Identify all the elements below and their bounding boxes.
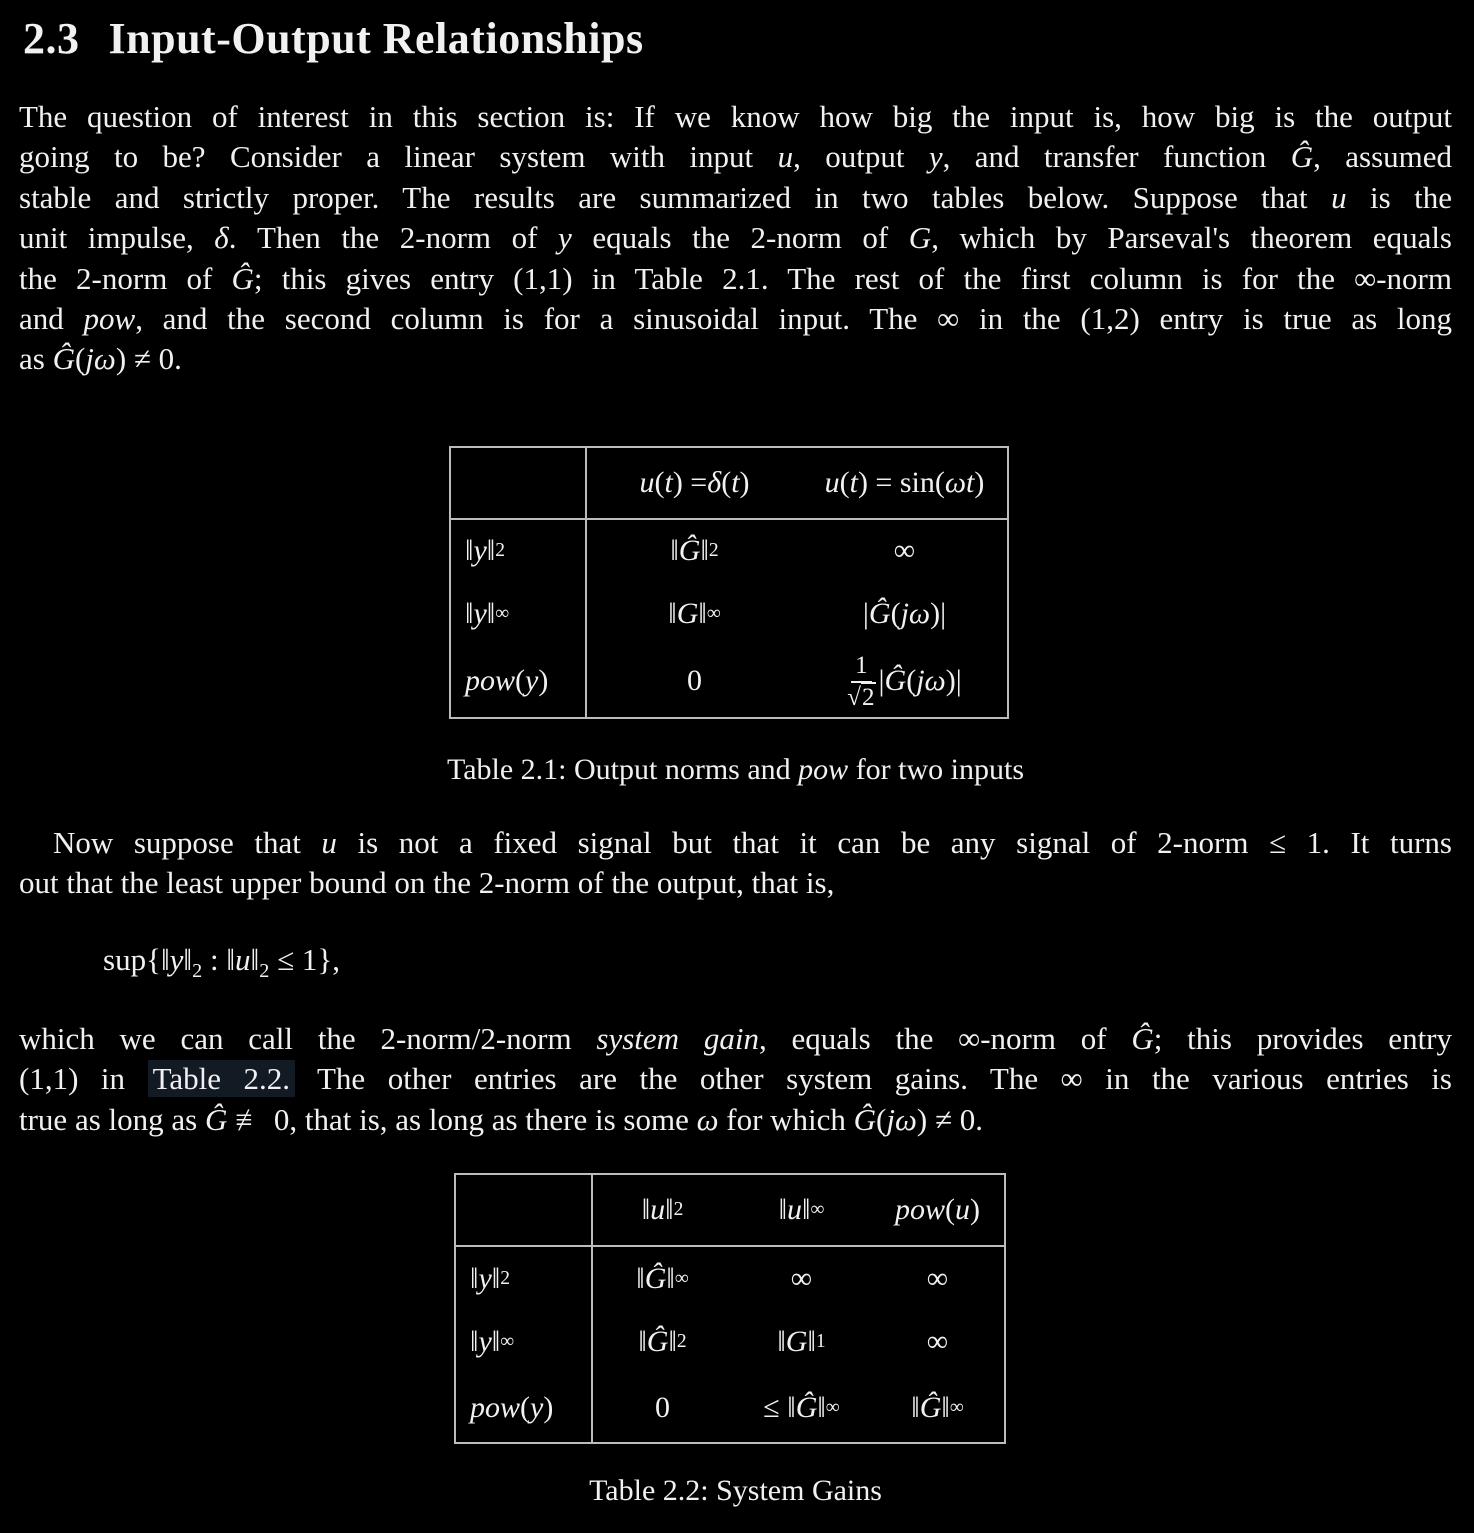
value-cell: ‖ Ĝ ‖ ∞ bbox=[911, 1390, 964, 1424]
paragraph-middle bbox=[19, 823, 1452, 904]
row-label-pow-y: pow ( y ) bbox=[451, 646, 587, 717]
row-label-y-2norm: ‖ y ‖ 2 bbox=[451, 520, 587, 583]
table-2-2-link[interactable]: Table 2.2. bbox=[148, 1060, 295, 1097]
value-cell: ‖ G ‖ 1 bbox=[777, 1324, 826, 1358]
paragraph-intro bbox=[19, 97, 1452, 380]
table-2-1 bbox=[449, 446, 1009, 719]
value-cell: $\frac{1}{√2}$ |Ĝ(jω)| bbox=[847, 651, 962, 711]
row-label-y-infnorm: ‖ y ‖ ∞ bbox=[451, 583, 587, 646]
table-2-2-caption: Table 2.2: System Gains bbox=[589, 1474, 882, 1508]
section-heading bbox=[23, 14, 1452, 64]
value-cell: ∞ bbox=[926, 1261, 949, 1295]
column-header-sinusoid-input: u ( t ) = sin( ωt ) bbox=[802, 448, 1007, 520]
paragraph-gains bbox=[19, 1019, 1452, 1140]
section-number: 2.3 bbox=[23, 14, 80, 63]
column-header-u-2norm: ‖ u ‖ 2 bbox=[593, 1175, 732, 1247]
row-label-y-infnorm: ‖ y ‖ ∞ bbox=[456, 1310, 593, 1373]
value-cell: ∞ bbox=[926, 1324, 949, 1358]
section-title: Input-Output Relationships bbox=[108, 14, 644, 63]
paragraph-line: out that the least upper bound on the 2-norm of the output, that is, bbox=[19, 865, 835, 901]
value-cell: ∞ bbox=[893, 534, 916, 568]
paragraph-line: and pow, and the second column is for a sinusoidal input. The ∞ in the (1,2) entry is true as long bbox=[19, 301, 1452, 337]
paragraph-line: going to be? Consider a linear system with input u, output y, and transfer function Ĝ, assumed bbox=[19, 139, 1453, 175]
paragraph-line: (1,1) in Table 2.2. The other entries are the other system gains. The ∞ in the various entries is bbox=[19, 1061, 1452, 1097]
row-label-y-2norm: ‖ y ‖ 2 bbox=[456, 1247, 593, 1310]
value-cell: ‖ G ‖ ∞ bbox=[668, 597, 721, 631]
value-cell: 0 bbox=[687, 664, 702, 698]
paragraph-line: Now suppose that u is not a fixed signal but that it can be any signal of 2-norm ≤ 1. It turns bbox=[53, 824, 1452, 860]
row-label-pow-y: pow ( y ) bbox=[456, 1373, 593, 1442]
table-2-2 bbox=[454, 1173, 1006, 1444]
value-cell: ‖ Ĝ ‖ ∞ bbox=[636, 1261, 689, 1295]
value-cell: ‖ Ĝ ‖ 2 bbox=[670, 534, 719, 568]
table-corner-cell bbox=[451, 448, 587, 520]
paragraph-line: true as long as Ĝ ≢ 0, that is, as long as there is some ω for which Ĝ(jω) ≠ 0. bbox=[19, 1101, 983, 1137]
column-header-u-infnorm: ‖ u ‖ ∞ bbox=[732, 1175, 871, 1247]
paragraph-line: unit impulse, δ. Then the 2-norm of y equals the 2-norm of G, which by Parseval's theorem equals bbox=[19, 220, 1452, 256]
value-cell: ≤ ‖ Ĝ ‖ ∞ bbox=[763, 1390, 840, 1424]
value-cell: ∞ bbox=[790, 1261, 813, 1295]
column-header-pow-u: pow ( u ) bbox=[871, 1175, 1004, 1247]
column-header-impulse-input: u ( t ) = δ ( t ) bbox=[587, 448, 802, 520]
table-2-1-caption: Table 2.1: Output norms and pow for two inputs bbox=[446, 752, 1025, 786]
value-cell: 0 bbox=[655, 1390, 670, 1424]
value-cell: | Ĝ ( jω )| bbox=[862, 597, 947, 631]
paragraph-line: The question of interest in this section is: If we know how big the input is, how big is the output bbox=[19, 99, 1452, 134]
value-cell: ‖ Ĝ ‖ 2 bbox=[638, 1324, 687, 1358]
paragraph-line: which we can call the 2-norm/2-norm system gain, equals the ∞-norm of Ĝ; this provides entry bbox=[19, 1020, 1453, 1056]
table-corner-cell bbox=[456, 1175, 593, 1247]
equation-sup-norm: $sup\{‖y‖_2$ : $‖u‖_2 \le 1$}, bbox=[103, 941, 340, 982]
page bbox=[0, 14, 1474, 1533]
paragraph-line: as Ĝ(jω) ≠ 0. bbox=[19, 341, 182, 377]
paragraph-line: stable and strictly proper. The results are summarized in two tables below. Suppose that u is the bbox=[19, 179, 1452, 215]
paragraph-line: the 2-norm of Ĝ; this gives entry (1,1) in Table 2.1. The rest of the first column is for the ∞-norm bbox=[19, 260, 1452, 296]
